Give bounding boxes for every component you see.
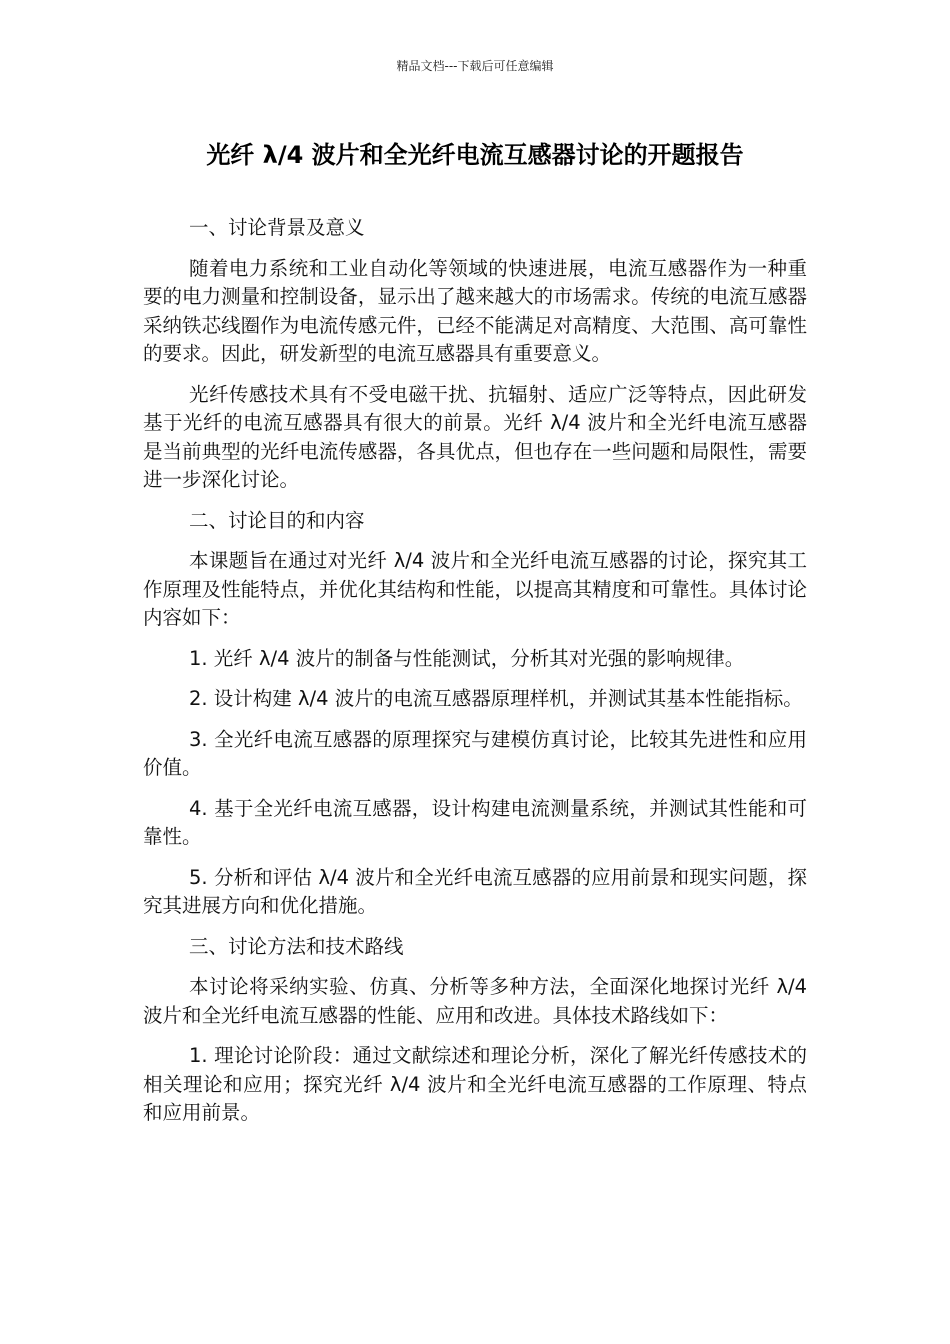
- paragraph-background-1: 随着电力系统和工业自动化等领域的快速进展，电流互感器作为一种重要的电力测量和控制设备，显示出了越来越大的市场需求。传统的电流互感器采纳铁芯线圈作为电流传感元件，已经不能满足对高精度、大范围、高可靠性的要求。因此，研发新型的电流互感器具有重要意义。: [143, 256, 807, 365]
- section-heading-methods: 三、讨论方法和技术路线: [189, 934, 404, 958]
- section-heading-objectives: 二、讨论目的和内容: [189, 508, 365, 532]
- paragraph-objectives-intro: 本课题旨在通过对光纤 λ/4 波片和全光纤电流互感器的讨论，探究其工作原理及性能特点，并优化其结构和性能，以提高其精度和可靠性。具体讨论内容如下：: [143, 549, 807, 629]
- section-heading-background: 一、讨论背景及意义: [189, 216, 365, 239]
- paragraph-methods-intro: 本讨论将采纳实验、仿真、分析等多种方法，全面深化地探讨光纤 λ/4 波片和全光纤电流互感器的性能、应用和改进。具体技术路线如下：: [143, 975, 807, 1027]
- paragraph-background-2: 光纤传感技术具有不受电磁干扰、抗辐射、适应广泛等特点，因此研发基于光纤的电流互感器具有很大的前景。光纤 λ/4 波片和全光纤电流互感器是当前典型的光纤电流传感器，各具优点，但也存在一些问题和局限性，需要进一步深化讨论。: [143, 382, 807, 491]
- list-item-method-1: 1. 理论讨论阶段：通过文献综述和理论分析，深化了解光纤传感技术的相关理论和应用；探究光纤 λ/4 波片和全光纤电流互感器的工作原理、特点和应用前景。: [143, 1044, 807, 1124]
- list-item-content-2: 2. 设计构建 λ/4 波片的电流互感器原理样机，并测试其基本性能指标。: [189, 687, 803, 710]
- list-item-content-4: 4. 基于全光纤电流互感器，设计构建电流测量系统，并测试其性能和可靠性。: [143, 796, 807, 848]
- document-title: 光纤 λ/4 波片和全光纤电流互感器讨论的开题报告: [206, 141, 744, 169]
- page-header: 精品文档---下载后可任意编辑: [396, 59, 554, 73]
- document-body: [143, 214, 807, 1140]
- list-item-content-1: 1. 光纤 λ/4 波片的制备与性能测试，分析其对光强的影响规律。: [189, 646, 745, 670]
- list-item-content-5: 5. 分析和评估 λ/4 波片和全光纤电流互感器的应用前景和现实问题，探究其进展方向和优化措施。: [143, 865, 807, 917]
- list-item-content-3: 3. 全光纤电流互感器的原理探究与建模仿真讨论，比较其先进性和应用价值。: [143, 727, 807, 779]
